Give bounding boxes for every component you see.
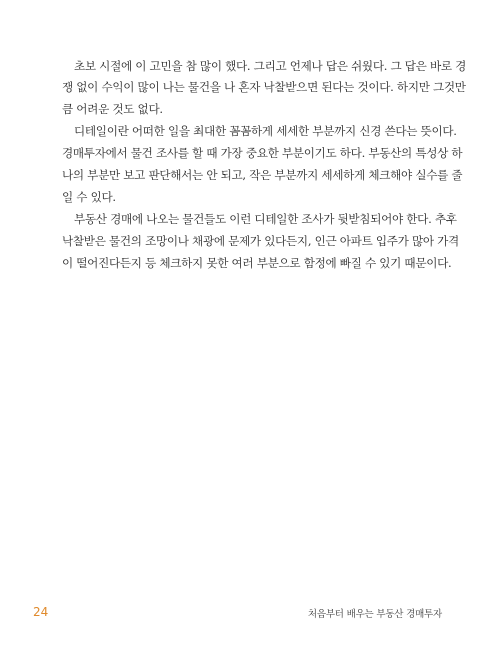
text-line: 이 떨어진다든지 등 체크하지 못한 여러 부분으로 함정에 빠질 수 있기 때문이다. [62, 256, 452, 270]
text-line: 일 수 있다. [62, 190, 116, 204]
running-title: 처음부터 배우는 부동산 경매투자 [307, 609, 442, 620]
text-line: 낙찰받은 물건의 조망이나 채광에 문제가 있다든지, 인근 아파트 입주가 많아 가격 [62, 234, 459, 248]
text-line: 디테일이란 어떠한 일을 최대한 꼼꼼하게 세세한 부분까지 신경 쓴다는 뜻이다. [74, 124, 457, 138]
text-line: 초보 시절에 이 고민을 참 많이 했다. 그리고 언제나 답은 쉬웠다. 그 답은 바로 경 [74, 59, 467, 73]
text-line: 나의 부분만 보고 판단해서는 안 되고, 작은 부분까지 세세하게 체크해야 실수를 줄 [62, 168, 463, 182]
text-line: 큼 어려운 것도 없다. [62, 102, 163, 116]
text-line: 경매투자에서 물건 조사를 할 때 가장 중요한 부분이기도 하다. 부동산의 특성상 하 [62, 146, 463, 160]
page-number: 24 [33, 605, 49, 619]
text-line: 쟁 없이 수익이 많이 나는 물건을 나 혼자 낙찰받으면 된다는 것이다. 하지만 그것만 [62, 80, 466, 94]
text-line: 부동산 경매에 나오는 물건들도 이런 디테일한 조사가 뒷받침되어야 한다. 추후 [74, 212, 457, 226]
